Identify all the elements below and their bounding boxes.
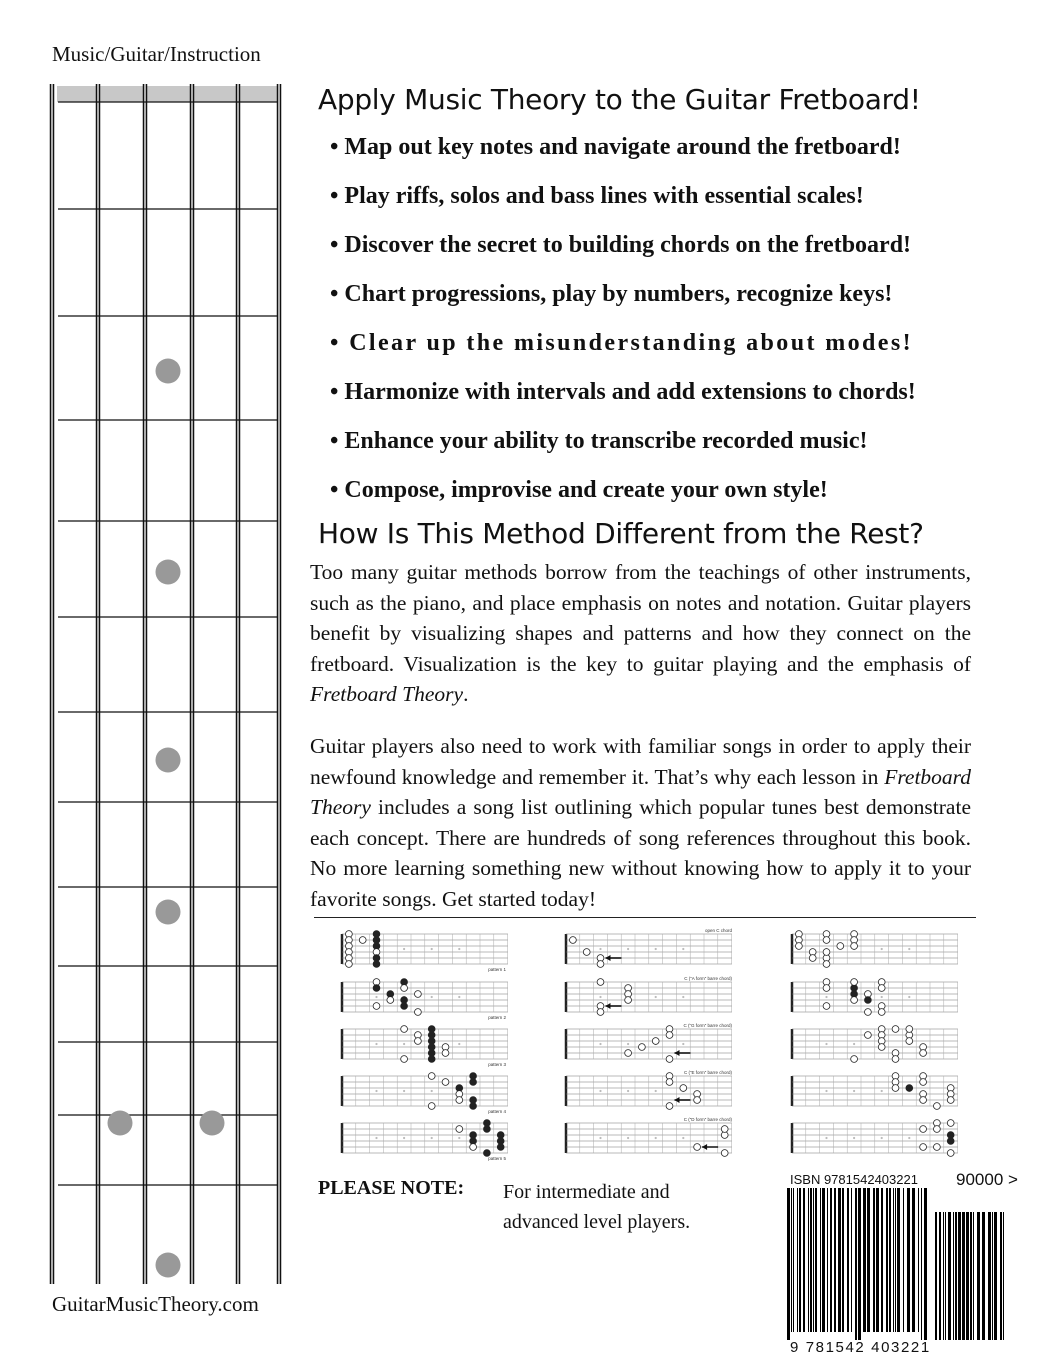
section-heading-method-different: How Is This Method Different from the Rest? bbox=[318, 517, 924, 550]
barcode-bar bbox=[830, 1188, 832, 1332]
inlay-dot bbox=[156, 900, 181, 925]
diagram-note bbox=[666, 1103, 673, 1110]
diagram-marker bbox=[431, 1137, 433, 1139]
diagram-marker bbox=[458, 948, 460, 950]
diagram-note bbox=[639, 1044, 646, 1051]
diagram-marker bbox=[431, 1090, 433, 1092]
diagram-note bbox=[851, 943, 858, 950]
nut bbox=[57, 86, 279, 102]
diagram-marker bbox=[825, 1090, 827, 1092]
barcode-bar bbox=[793, 1188, 794, 1332]
diagram-note bbox=[666, 1032, 673, 1039]
diagram-label: C (“G form” barre chord) bbox=[683, 1023, 732, 1028]
diagram-marker bbox=[908, 1137, 910, 1139]
feature-item: • Map out key notes and navigate around the fretboard! bbox=[330, 134, 901, 160]
price-barcode-bar bbox=[973, 1212, 974, 1340]
diagram-marker bbox=[881, 996, 883, 998]
connected-pattern-diagrams bbox=[786, 928, 966, 1158]
inlay-dot bbox=[156, 1253, 181, 1278]
diagram-marker bbox=[853, 1043, 855, 1045]
barcode-bar bbox=[924, 1188, 927, 1340]
diagram-arrowhead bbox=[675, 1050, 680, 1056]
barcode-bar bbox=[808, 1188, 809, 1332]
barcode-bar bbox=[838, 1188, 841, 1332]
diagram-note bbox=[666, 1079, 673, 1086]
feature-item: • Clear up the misunderstanding about modes! bbox=[330, 330, 913, 356]
diagram-marker bbox=[375, 1137, 377, 1139]
diagram-note bbox=[721, 1150, 728, 1157]
diagram-label: pattern 2 bbox=[488, 1015, 506, 1020]
diagram-marker bbox=[403, 1137, 405, 1139]
book-title: Fretboard Theory bbox=[310, 682, 464, 706]
barcode-bar bbox=[851, 1188, 852, 1332]
diagram-note bbox=[680, 1085, 687, 1092]
diagram-marker bbox=[599, 1137, 601, 1139]
diagram-note bbox=[373, 1003, 380, 1010]
diagram-note bbox=[865, 1009, 872, 1016]
diagram-note bbox=[401, 1056, 408, 1063]
diagram-label: pattern 3 bbox=[488, 1062, 506, 1067]
inlay-dot bbox=[108, 1111, 133, 1136]
fretboard-illustration bbox=[40, 84, 290, 1284]
price-barcode-bar bbox=[970, 1212, 972, 1340]
price-barcode-bar bbox=[1000, 1212, 1002, 1340]
barcode-bar bbox=[881, 1188, 883, 1332]
inlay-dot bbox=[156, 359, 181, 384]
diagram-marker bbox=[431, 948, 433, 950]
price-barcode-bar bbox=[943, 1212, 944, 1340]
price-barcode-bar bbox=[988, 1212, 991, 1340]
diagram-note bbox=[865, 1032, 872, 1039]
diagram-arrowhead bbox=[606, 955, 611, 961]
diagram-marker bbox=[458, 996, 460, 998]
diagram-note bbox=[892, 1026, 899, 1033]
diagram-note bbox=[906, 1038, 913, 1045]
barcode-bar bbox=[842, 1188, 844, 1332]
barcode-bar bbox=[897, 1188, 900, 1332]
isbn-barcode bbox=[785, 1170, 1020, 1340]
diagram-marker bbox=[908, 996, 910, 998]
diagram-note bbox=[570, 937, 577, 944]
diagram-note bbox=[851, 979, 858, 986]
diagram-note bbox=[851, 1056, 858, 1063]
diagram-marker bbox=[825, 1137, 827, 1139]
diagram-note bbox=[456, 1126, 463, 1133]
diagram-note bbox=[878, 985, 885, 992]
diagram-note bbox=[920, 1079, 927, 1086]
diagram-note bbox=[415, 1009, 422, 1016]
barcode-bar bbox=[873, 1188, 875, 1332]
feature-item: • Chart progressions, play by numbers, recognize keys! bbox=[330, 281, 893, 307]
diagram-note bbox=[947, 1097, 954, 1104]
diagram-note bbox=[428, 1073, 435, 1080]
price-barcode-bar bbox=[945, 1212, 946, 1340]
description-paragraph-1: Too many guitar methods borrow from the teachings of other instruments, such as the piano, and place emphasis on notes and notation. Guitar players benefit by visualizing shapes and patterns and how they connect on the fretboard. Visualization is the key to guitar playing and the emphasis of Fretboard Theory. bbox=[310, 560, 971, 706]
diagram-note bbox=[947, 1138, 954, 1145]
inlay-dot bbox=[156, 748, 181, 773]
diagram-label: pattern 5 bbox=[488, 1156, 506, 1161]
category-label: Music/Guitar/Instruction bbox=[52, 42, 261, 66]
diagram-marker bbox=[458, 1137, 460, 1139]
diagram-marker bbox=[599, 996, 601, 998]
barcode-bar bbox=[921, 1188, 922, 1340]
diagram-label: pattern 1 bbox=[488, 967, 506, 972]
diagram-marker bbox=[599, 948, 601, 950]
diagram-note bbox=[625, 1050, 632, 1057]
barcode-bar bbox=[810, 1188, 812, 1332]
diagram-note bbox=[428, 1103, 435, 1110]
price-barcode-bar bbox=[992, 1212, 993, 1340]
diagram-note bbox=[920, 1126, 927, 1133]
diagram-note bbox=[401, 985, 408, 992]
feature-item: • Play riffs, solos and bass lines with essential scales! bbox=[330, 183, 864, 209]
diagram-marker bbox=[403, 948, 405, 950]
diagram-note bbox=[456, 1097, 463, 1104]
diagram-note bbox=[823, 1003, 830, 1010]
diagram-note bbox=[373, 961, 380, 968]
diagram-arrowhead bbox=[675, 1097, 680, 1103]
diagram-note bbox=[359, 937, 366, 944]
diagram-note bbox=[934, 1144, 941, 1151]
diagram-marker bbox=[881, 1137, 883, 1139]
diagram-marker bbox=[655, 996, 657, 998]
diagram-note bbox=[920, 1050, 927, 1057]
diagram-marker bbox=[599, 1090, 601, 1092]
please-note-label: PLEASE NOTE: bbox=[318, 1177, 465, 1199]
diagram-note bbox=[401, 1026, 408, 1033]
diagram-arrowhead bbox=[702, 1144, 707, 1150]
barcode-bar bbox=[863, 1188, 866, 1332]
price-barcode-bar bbox=[982, 1212, 985, 1340]
diagram-note bbox=[415, 991, 422, 998]
diagram-marker bbox=[825, 996, 827, 998]
feature-item: • Discover the secret to building chords on the fretboard! bbox=[330, 232, 912, 258]
diagram-note bbox=[878, 1044, 885, 1051]
diagram-note bbox=[947, 1120, 954, 1127]
price-code: 90000 > bbox=[956, 1170, 1018, 1189]
barcode-digits: 9 781542 403221 bbox=[790, 1339, 931, 1356]
diagram-note bbox=[721, 1126, 728, 1133]
price-barcode-bar bbox=[935, 1212, 937, 1340]
price-barcode-bar bbox=[953, 1212, 954, 1340]
barcode-bar bbox=[787, 1188, 790, 1340]
section-divider bbox=[314, 917, 976, 918]
diagram-note bbox=[920, 1097, 927, 1104]
barcode-bar bbox=[867, 1188, 870, 1332]
barcode-bar bbox=[876, 1188, 879, 1332]
diagram-note bbox=[947, 1150, 954, 1157]
diagram-note bbox=[837, 943, 844, 950]
feature-list bbox=[330, 128, 916, 520]
diagram-marker bbox=[627, 1090, 629, 1092]
diagram-label: pattern 4 bbox=[488, 1109, 506, 1114]
diagram-marker bbox=[682, 948, 684, 950]
diagram-note bbox=[373, 985, 380, 992]
diagram-marker bbox=[682, 1137, 684, 1139]
diagram-note bbox=[823, 961, 830, 968]
diagram-arrowhead bbox=[606, 1003, 611, 1009]
feature-item: • Harmonize with intervals and add extensions to chords! bbox=[330, 379, 916, 405]
barcode-bar bbox=[889, 1188, 891, 1332]
price-barcode-bar bbox=[994, 1212, 997, 1340]
barcode-bar bbox=[827, 1188, 828, 1332]
diagram-marker bbox=[627, 948, 629, 950]
diagram-note bbox=[823, 949, 830, 956]
diagram-note bbox=[415, 1038, 422, 1045]
diagram-note bbox=[878, 1009, 885, 1016]
price-barcode-bar bbox=[966, 1212, 969, 1340]
diagram-note bbox=[694, 1097, 701, 1104]
barcode-bar bbox=[834, 1188, 836, 1332]
diagram-marker bbox=[825, 1043, 827, 1045]
diagram-note bbox=[809, 955, 816, 962]
diagram-marker bbox=[908, 948, 910, 950]
section-heading-apply-theory: Apply Music Theory to the Guitar Fretboard! bbox=[318, 83, 921, 116]
diagram-note bbox=[470, 1144, 477, 1151]
diagram-note bbox=[892, 1085, 899, 1092]
diagram-note bbox=[442, 1079, 449, 1086]
diagram-note bbox=[470, 1103, 477, 1110]
feature-item: • Compose, improvise and create your own style! bbox=[330, 477, 828, 503]
diagram-marker bbox=[599, 1043, 601, 1045]
diagram-marker bbox=[375, 1043, 377, 1045]
price-barcode-bar bbox=[939, 1212, 941, 1340]
diagram-note bbox=[796, 943, 803, 950]
barcode-bar bbox=[847, 1188, 849, 1332]
diagram-note bbox=[823, 985, 830, 992]
diagram-marker bbox=[655, 1090, 657, 1092]
barcode-bar bbox=[799, 1188, 801, 1332]
diagram-marker bbox=[375, 996, 377, 998]
diagram-note bbox=[583, 949, 590, 956]
barcode-bar bbox=[858, 1188, 861, 1340]
diagram-note bbox=[666, 1056, 673, 1063]
barcode-bar bbox=[912, 1188, 915, 1332]
diagram-note bbox=[470, 1079, 477, 1086]
book-title: Fretboard Theory bbox=[310, 764, 971, 819]
diagram-note bbox=[934, 1103, 941, 1110]
diagram-note bbox=[934, 1126, 941, 1133]
barcode-bar bbox=[855, 1188, 857, 1340]
barcode-bar bbox=[791, 1188, 792, 1332]
barcode-bar bbox=[803, 1188, 805, 1332]
isbn-number: ISBN 9781542403221 bbox=[790, 1172, 918, 1187]
diagram-marker bbox=[458, 1043, 460, 1045]
diagram-note bbox=[920, 1144, 927, 1151]
price-barcode-bar bbox=[955, 1212, 957, 1340]
barcode-bar bbox=[893, 1188, 894, 1332]
diagram-note bbox=[484, 1126, 491, 1133]
diagram-marker bbox=[655, 948, 657, 950]
price-barcode-bar bbox=[1003, 1212, 1004, 1340]
diagram-note bbox=[906, 1026, 913, 1033]
diagram-marker bbox=[682, 1043, 684, 1045]
barcode-bar bbox=[907, 1188, 910, 1332]
price-barcode-bar bbox=[977, 1212, 980, 1340]
diagram-label: C (“E form” barre chord) bbox=[683, 1070, 732, 1075]
diagram-note bbox=[625, 997, 632, 1004]
barcode-bar bbox=[886, 1188, 888, 1332]
diagram-marker bbox=[655, 1137, 657, 1139]
diagram-note bbox=[442, 1050, 449, 1057]
diagram-note bbox=[823, 937, 830, 944]
barcode-bar bbox=[813, 1188, 814, 1332]
diagram-note bbox=[597, 961, 604, 968]
diagram-marker bbox=[853, 1137, 855, 1139]
inlay-dot bbox=[156, 560, 181, 585]
scale-pattern-diagrams bbox=[336, 928, 516, 1161]
diagram-marker bbox=[853, 1090, 855, 1092]
inlay-dot bbox=[200, 1111, 225, 1136]
diagram-label: open C chord bbox=[704, 928, 732, 933]
diagram-note bbox=[851, 997, 858, 1004]
barcode-bar bbox=[903, 1188, 904, 1332]
diagram-note bbox=[387, 997, 394, 1004]
diagram-note bbox=[694, 1144, 701, 1151]
price-barcode-bar bbox=[948, 1212, 951, 1340]
chord-form-diagrams bbox=[560, 928, 740, 1158]
diagram-label: C (“A form” barre chord) bbox=[684, 976, 732, 981]
diagram-note bbox=[597, 979, 604, 986]
diagram-marker bbox=[375, 1090, 377, 1092]
barcode-bar bbox=[820, 1188, 821, 1332]
diagram-marker bbox=[403, 1043, 405, 1045]
diagram-note bbox=[346, 961, 353, 968]
diagram-marker bbox=[881, 1090, 883, 1092]
diagram-label: C (“D form” barre chord) bbox=[683, 1117, 732, 1122]
feature-item: • Enhance your ability to transcribe recorded music! bbox=[330, 428, 868, 454]
diagram-marker bbox=[431, 996, 433, 998]
description-paragraph-2: Guitar players also need to work with familiar songs in order to apply their newfound knowledge and remember it. That’s why each lesson in Fretboard Theory includes a song list outlining which popular tunes best demonstrate each concept. There are hundreds of song references throughout this book. No more learning something new without knowing how to apply it to your favorite songs. Get started today! bbox=[310, 734, 971, 911]
diagram-marker bbox=[682, 996, 684, 998]
barcode-bar bbox=[797, 1188, 798, 1332]
diagram-note bbox=[428, 1056, 435, 1063]
diagram-note bbox=[401, 1003, 408, 1010]
website-url: GuitarMusicTheory.com bbox=[52, 1292, 259, 1316]
price-barcode-bar bbox=[962, 1212, 965, 1340]
please-note-text: For intermediate and advanced level players. bbox=[503, 1181, 691, 1233]
barcode-bar bbox=[918, 1188, 919, 1332]
price-barcode-bar bbox=[958, 1212, 961, 1340]
diagram-marker bbox=[403, 1090, 405, 1092]
diagram-note bbox=[497, 1144, 504, 1151]
diagram-marker bbox=[881, 948, 883, 950]
diagram-marker bbox=[627, 1043, 629, 1045]
barcode-bar bbox=[815, 1188, 817, 1332]
diagram-note bbox=[892, 1056, 899, 1063]
diagram-note bbox=[652, 1038, 659, 1045]
barcode-bar bbox=[895, 1188, 896, 1332]
diagram-note bbox=[597, 1009, 604, 1016]
diagram-note bbox=[865, 997, 872, 1004]
diagram-note bbox=[906, 1085, 913, 1092]
diagram-marker bbox=[627, 1137, 629, 1139]
barcode-bar bbox=[822, 1188, 825, 1332]
